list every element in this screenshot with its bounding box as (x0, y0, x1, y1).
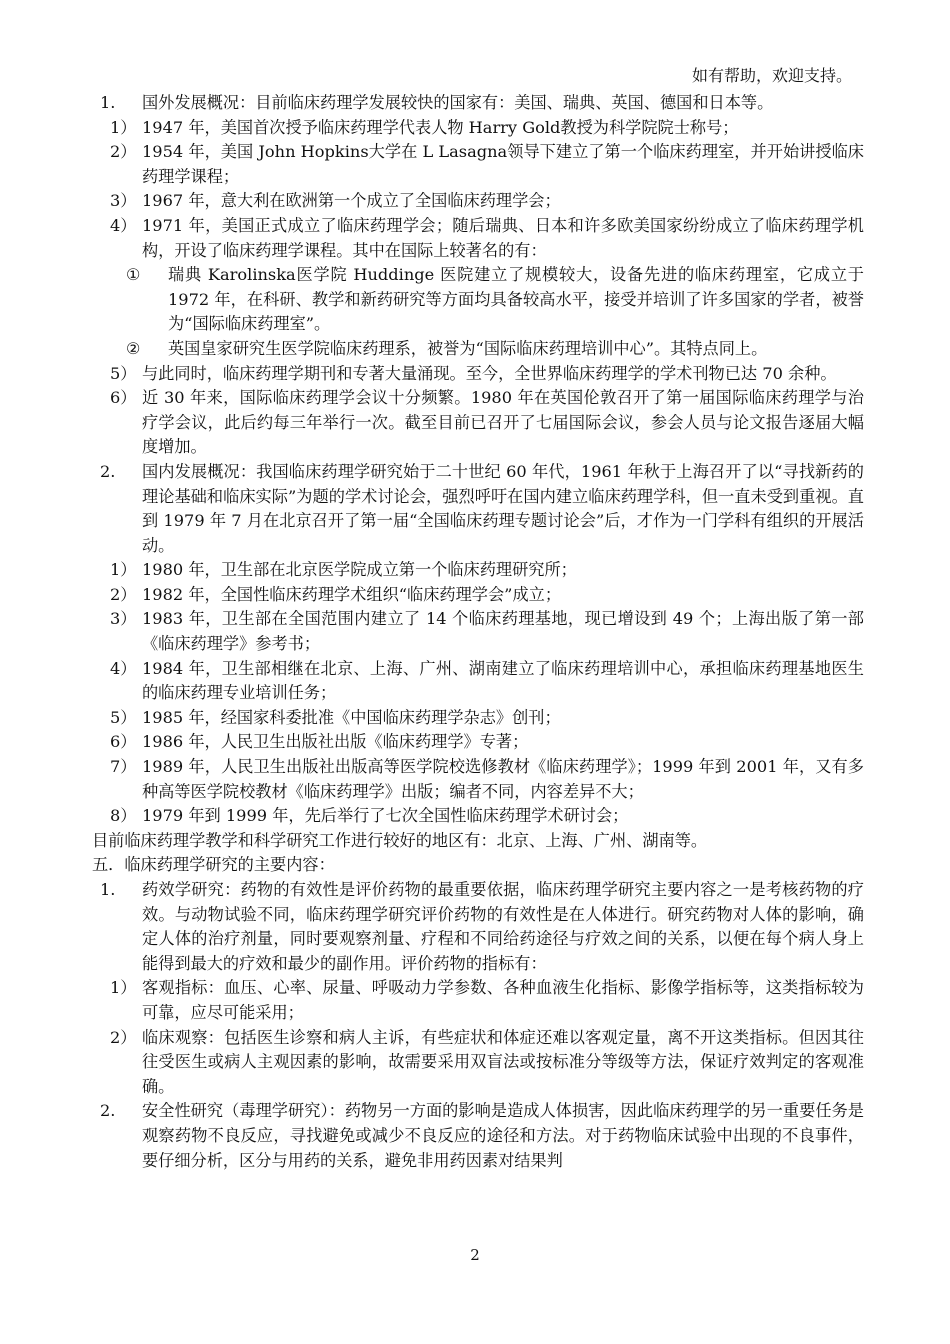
paragraph-text: 药效学研究：药物的有效性是评价药物的最重要依据，临床药理学研究主要内容之一是考核药物的疗效。与动物试验不同，临床药理学研究评价药物的有效性是在人体进行。研究药物对人体的影响，确定人体的治疗剂量，同时要观察剂量、疗程和不同给药途径与疗效之间的关系，以便在每个病人身上能得到最大的疗效和最少的副作用。评价药物的指标有： (142, 880, 864, 973)
paragraph-text: 1986 年，人民卫生出版社出版《临床药理学》专著； (142, 732, 529, 752)
paragraph-text: 1982 年，全国性临床药理学术组织“临床药理学会”成立； (142, 584, 562, 604)
paragraph-l1 (92, 878, 864, 976)
list-marker: 1. (100, 880, 116, 899)
list-marker: 7） (110, 757, 137, 777)
paragraph-text: 瑞典 Karolinska医学院 Huddinge 医院建立了规模较大，设备先进的临床药理室，它成立于 1972 年，在科研、教学和新药研究等方面均具备较高水平，接受并培训了许多国家的学者，被誉为“国际临床药理室”。 (168, 265, 864, 334)
paragraph-l1 (92, 91, 864, 116)
paragraph-l2 (92, 706, 864, 731)
paragraph-text: 五．临床药理学研究的主要内容： (92, 855, 335, 875)
paragraph-text: 1989 年，人民卫生出版社出版高等医学院校选修教材《临床药理学》；1999 年到 2001 年，又有多种高等医学院校教材《临床药理学》出版；编者不同，内容差异不大； (142, 757, 864, 801)
document-body (92, 91, 864, 1173)
list-marker: 4） (110, 658, 137, 678)
paragraph-l2 (92, 140, 864, 189)
list-marker: 2） (110, 584, 137, 604)
list-marker: 1） (110, 117, 137, 137)
paragraph-l2 (92, 730, 864, 755)
paragraph-l2 (92, 558, 864, 583)
paragraph-l2 (92, 214, 864, 263)
paragraph-text: 1954 年，美国 John Hopkins大学在 L Lasagna领导下建立了第一个临床药理室，并开始讲授临床药理学课程； (142, 142, 864, 186)
list-marker: 3） (110, 609, 137, 629)
list-marker: 1） (110, 560, 137, 580)
paragraph-text: 1985 年，经国家科委批准《中国临床药理学杂志》创刊； (142, 707, 561, 727)
paragraph-text: 1979 年到 1999 年，先后举行了七次全国性临床药理学术研讨会； (142, 806, 629, 826)
paragraph-text: 1947 年，美国首次授予临床药理学代表人物 Harry Gold教授为科学院院士称号； (142, 117, 739, 137)
list-marker: ① (126, 265, 141, 285)
paragraph-plain (92, 829, 864, 854)
paragraph-text: 安全性研究（毒理学研究）：药物另一方面的影响是造成人体损害，因此临床药理学的另一重要任务是观察药物不良反应，寻找避免或减少不良反应的途径和方法。对于药物临床试验中出现的不良事件，要仔细分析，区分与用药的关系，避免非用药因素对结果判 (142, 1101, 864, 1170)
paragraph-text: 1971 年，美国正式成立了临床药理学会；随后瑞典、日本和许多欧美国家纷纷成立了临床药理学机构，开设了临床药理学课程。其中在国际上较著名的有： (142, 215, 864, 260)
paragraph-l2 (92, 976, 864, 1025)
paragraph-text: 国外发展概况：目前临床药理学发展较快的国家有：美国、瑞典、英国、德国和日本等。 (142, 93, 774, 112)
list-marker: 4） (110, 215, 137, 235)
page-number: 2 (470, 1246, 480, 1264)
paragraph-sec (92, 853, 864, 878)
paragraph-l3 (92, 263, 864, 337)
paragraph-text: 客观指标：血压、心率、尿量、呼吸动力学参数、各种血液生化指标、影像学指标等，这类指标较为可靠，应尽可能采用； (142, 978, 864, 1022)
paragraph-l2 (92, 116, 864, 141)
list-marker: 2. (100, 1101, 116, 1121)
paragraph-l1 (92, 460, 864, 558)
paragraph-text: 目前临床药理学教学和科学研究工作进行较好的地区有：北京、上海、广州、湖南等。 (92, 830, 708, 850)
paragraph-l2 (92, 804, 864, 829)
list-marker: 2） (110, 1027, 137, 1047)
list-marker: 2. (100, 461, 116, 481)
list-marker: 1. (100, 93, 116, 112)
paragraph-text: 1983 年，卫生部在全国范围内建立了 14 个临床药理基地，现已增设到 49 个；上海出版了第一部《临床药理学》参考书； (142, 609, 864, 654)
list-marker: 1） (110, 978, 137, 998)
paragraph-l1 (92, 1099, 864, 1173)
paragraph-l2 (92, 657, 864, 706)
paragraph-l2 (92, 583, 864, 608)
paragraph-text: 近 30 年来，国际临床药理学会议十分频繁。1980 年在英国伦敦召开了第一届国际临床药理学与治疗学会议，此后约每三年举行一次。截至目前已召开了七届国际会议，参会人员与论文报告逐届大幅度增加。 (142, 388, 864, 457)
paragraph-l2 (92, 755, 864, 804)
paragraph-text: 1984 年，卫生部相继在北京、上海、广州、湖南建立了临床药理培训中心，承担临床药理基地医生的临床药理专业培训任务； (142, 658, 864, 703)
paragraph-l2 (92, 607, 864, 656)
paragraph-l2 (92, 362, 864, 387)
paragraph-l2 (92, 1026, 864, 1100)
paragraph-l3 (92, 337, 864, 362)
paragraph-l2 (92, 386, 864, 460)
list-marker: 3） (110, 191, 137, 211)
list-marker: ② (126, 338, 141, 358)
list-marker: 2） (110, 142, 137, 162)
list-marker: 5） (110, 707, 137, 727)
paragraph-text: 与此同时，临床药理学期刊和专著大量涌现。至今，全世界临床药理学的学术刊物已达 70 余种。 (142, 363, 837, 383)
list-marker: 6） (110, 388, 137, 408)
paragraph-text: 国内发展概况：我国临床药理学研究始于二十世纪 60 年代，1961 年秋于上海召开了以“寻找新药的理论基础和临床实际”为题的学术讨论会，强烈呼吁在国内建立临床药理学科，但一直未受到重视。直到 1979 年 7 月在北京召开了第一届“全国临床药理专题讨论会”后，才作为一门学科有组织的开展活动。 (142, 461, 864, 555)
paragraph-text: 1980 年，卫生部在北京医学院成立第一个临床药理研究所； (142, 560, 577, 580)
list-marker: 5） (110, 363, 137, 383)
list-marker: 6） (110, 732, 137, 752)
paragraph-text: 英国皇家研究生医学院临床药理系，被誉为“国际临床药理培训中心”。其特点同上。 (168, 338, 768, 358)
page-header: 如有帮助，欢迎支持。 (691, 66, 852, 85)
list-marker: 8） (110, 806, 137, 826)
paragraph-text: 1967 年，意大利在欧洲第一个成立了全国临床药理学会； (142, 191, 561, 211)
paragraph-l2 (92, 189, 864, 214)
paragraph-text: 临床观察：包括医生诊察和病人主诉，有些症状和体症还难以客观定量，离不开这类指标。但因其往往受医生或病人主观因素的影响，故需要采用双盲法或按标准分等级等方法，保证疗效判定的客观准确。 (142, 1027, 864, 1096)
